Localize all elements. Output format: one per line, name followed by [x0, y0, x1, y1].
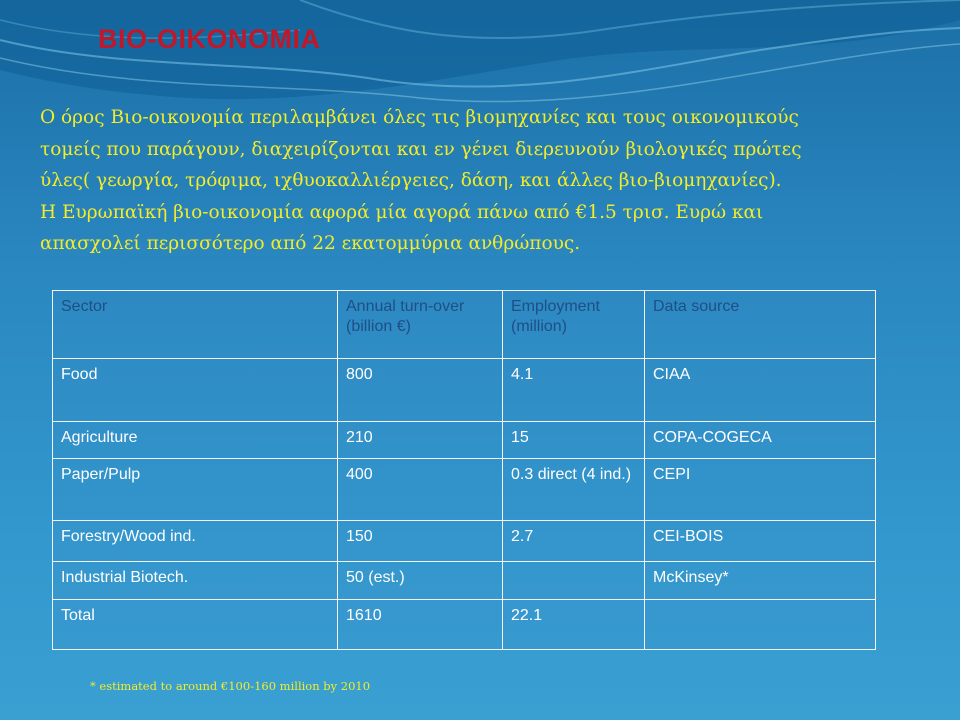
cell-turnover: 1610 [338, 600, 503, 650]
cell-turnover: 50 (est.) [338, 562, 503, 600]
bioeconomy-sectors-table [52, 290, 876, 650]
table-row [53, 422, 876, 459]
cell-sector: Agriculture [53, 422, 338, 459]
cell-employment: 2.7 [503, 521, 645, 562]
cell-sector: Food [53, 359, 338, 422]
cell-turnover: 150 [338, 521, 503, 562]
intro-line: Ο όρος Βιο-οικονομία περιλαμβάνει όλες τις βιομηχανίες και τους οικονομικούς [40, 107, 799, 128]
cell-turnover: 400 [338, 459, 503, 521]
header-sector: Sector [53, 291, 338, 359]
cell-sector: Total [53, 600, 338, 650]
table-header-row [53, 291, 876, 359]
cell-employment: 22.1 [503, 600, 645, 650]
intro-line: απασχολεί περισσότερο από 22 εκατομμύρια ανθρώπους. [40, 233, 581, 254]
cell-turnover: 210 [338, 422, 503, 459]
cell-employment: 15 [503, 422, 645, 459]
table-row [53, 562, 876, 600]
cell-employment [503, 562, 645, 600]
cell-employment: 4.1 [503, 359, 645, 422]
cell-data-source [645, 600, 876, 650]
intro-line: τομείς που παράγουν, διαχειρίζονται και εν γένει διερευνούν βιολογικές πρώτες [40, 138, 802, 160]
slide-title: BIO-OIKONOMIA [98, 24, 321, 54]
cell-data-source: COPA-COGECA [645, 422, 876, 459]
intro-text [40, 102, 940, 260]
intro-line: ύλες( γεωργία, τρόφιμα, ιχθυοκαλλιέργειες, δάση, και άλλες βιο-βιομηχανίες). [40, 170, 782, 191]
table-row-total [53, 600, 876, 650]
cell-data-source: CEI-BOIS [645, 521, 876, 562]
cell-data-source: McKinsey* [645, 562, 876, 600]
header-data-source: Data source [645, 291, 876, 359]
cell-sector: Industrial Biotech. [53, 562, 338, 600]
footnote: * estimated to around €100-160 million by 2010 [90, 679, 371, 693]
header-employment: Employment (million) [503, 291, 645, 359]
cell-employment: 0.3 direct (4 ind.) [503, 459, 645, 521]
intro-line: Η Ευρωπαϊκή βιο-οικονομία αφορά μία αγορά πάνω από €1.5 τρισ. Ευρώ και [40, 201, 764, 223]
cell-turnover: 800 [338, 359, 503, 422]
cell-sector: Paper/Pulp [53, 459, 338, 521]
header-turnover: Annual turn-over (billion €) [338, 291, 503, 359]
table-row [53, 459, 876, 521]
cell-data-source: CEPI [645, 459, 876, 521]
table-row [53, 359, 876, 422]
cell-data-source: CIAA [645, 359, 876, 422]
table-row [53, 521, 876, 562]
cell-sector: Forestry/Wood ind. [53, 521, 338, 562]
